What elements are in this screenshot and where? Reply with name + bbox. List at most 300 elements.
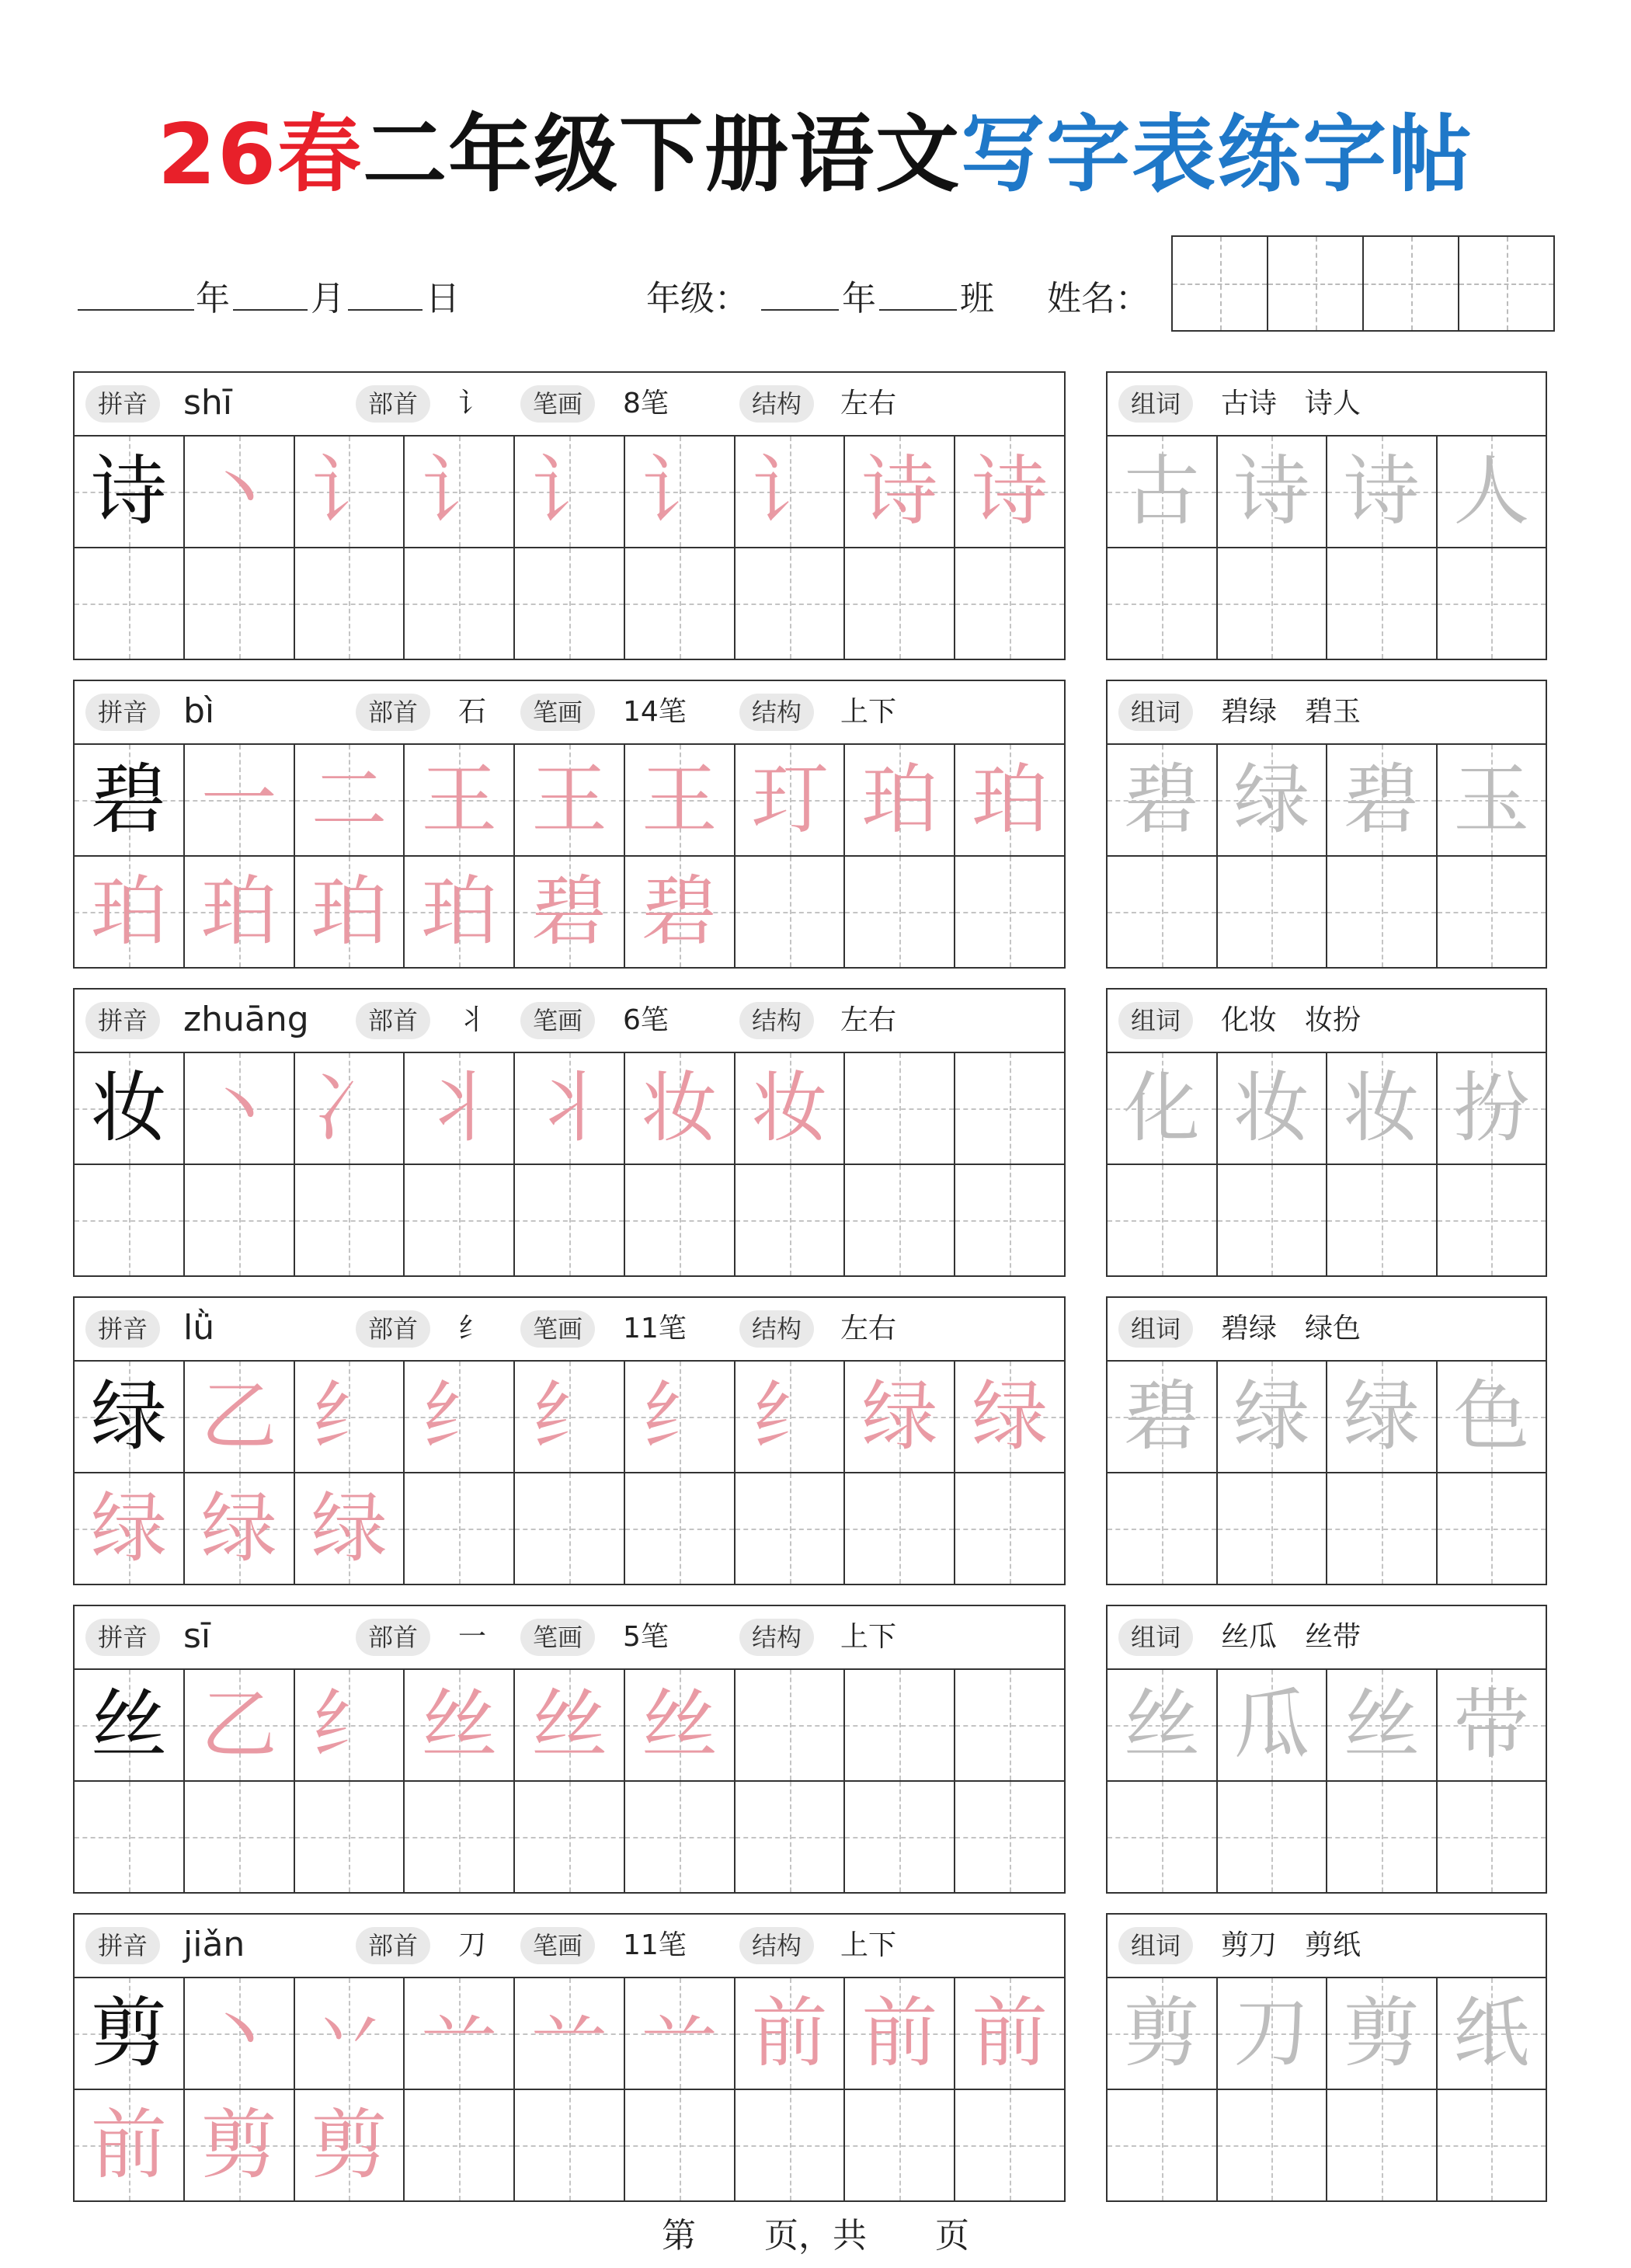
practice-cell[interactable] [295,1165,405,1275]
words-value: 剪刀 剪纸 [1221,1929,1361,1961]
grid-row [75,857,1064,967]
stroke-order-cell[interactable] [515,857,625,967]
glyph: 扮 [1453,1064,1530,1153]
practice-cell[interactable] [75,548,185,659]
words-label: 组词 [1118,1927,1193,1964]
radical-value: 丬 [458,1004,487,1036]
title-grade: 二年级下册语文 [363,106,962,203]
glyph: 珀 [200,868,277,956]
practice-cell[interactable] [1438,1782,1546,1892]
structure-value: 上下 [840,1929,897,1961]
words-label: 组词 [1118,385,1193,423]
practice-cell[interactable] [736,1473,846,1584]
glyph: 碧 [641,868,718,956]
stroke-order-cell[interactable] [736,1053,846,1164]
word-trace-cell[interactable] [1218,1978,1328,2089]
grid-row [75,745,1064,857]
grid-row [75,437,1064,548]
pinyin-value: sī [183,1616,211,1656]
practice-cell[interactable] [1438,548,1546,659]
glyph: 丝 [641,1681,718,1769]
stroke-order-cell[interactable] [405,1670,515,1780]
glyph: 前 [972,1989,1048,2078]
strokes-label: 笔画 [520,385,595,423]
practice-cell[interactable] [515,1165,625,1275]
practice-cell[interactable] [845,1473,955,1584]
glyph: 碧 [1123,756,1200,844]
glyph: 玉 [1453,756,1530,844]
stroke-order-cell[interactable] [845,437,955,547]
grid-row [1108,548,1546,659]
word-trace-cell[interactable] [1108,1670,1218,1780]
words-label: 组词 [1118,1310,1193,1348]
glyph: 色 [1453,1372,1530,1461]
stroke-order-cell[interactable] [185,857,295,967]
glyph: 诗 [90,447,167,536]
structure-label: 结构 [739,1310,814,1348]
strokes-label: 笔画 [520,1002,595,1039]
practice-cell[interactable] [1108,1473,1218,1584]
stroke-order-cell[interactable] [845,745,955,855]
stroke-order-cell[interactable] [515,1670,625,1780]
word-trace-cell[interactable] [1218,437,1328,547]
model-character-cell[interactable] [75,1978,185,2089]
radical-value: 刀 [458,1929,487,1961]
word-trace-cell[interactable] [1438,745,1546,855]
stroke-order-cell[interactable] [185,1473,295,1584]
practice-cell[interactable] [625,1473,736,1584]
character-info-row [75,1298,1064,1362]
glyph: 丬 [421,1064,498,1153]
practice-cell[interactable] [736,1165,846,1275]
glyph: 妆 [1233,1064,1310,1153]
practice-cell[interactable] [515,548,625,659]
word-trace-cell[interactable] [1438,437,1546,547]
stroke-order-cell[interactable] [295,1053,405,1164]
practice-cell[interactable] [1218,1165,1328,1275]
structure-value: 左右 [840,388,897,419]
character-info-row [75,990,1064,1053]
practice-cell[interactable] [736,1670,846,1780]
practice-cell[interactable] [405,548,515,659]
glyph: 纟 [311,1681,388,1769]
practice-cell[interactable] [75,1782,185,1892]
glyph: 丝 [1343,1681,1420,1769]
practice-cell[interactable] [405,1782,515,1892]
practice-cell[interactable] [845,1782,955,1892]
practice-cell[interactable] [185,1165,295,1275]
word-trace-cell[interactable] [1327,1670,1438,1780]
glyph: 丷 [311,1989,388,2078]
name-box[interactable] [1459,237,1553,330]
practice-cell[interactable] [405,2090,515,2200]
word-trace-cell[interactable] [1327,1978,1438,2089]
model-character-cell[interactable] [75,1670,185,1780]
practice-cell[interactable] [955,857,1064,967]
practice-cell[interactable] [185,548,295,659]
word-trace-cell[interactable] [1108,1362,1218,1472]
practice-cell[interactable] [1108,857,1218,967]
grid-row [1108,745,1546,857]
words-value: 化妆 妆扮 [1221,1004,1361,1036]
stroke-order-cell[interactable] [955,1362,1064,1472]
character-block-2 [73,680,1066,969]
practice-cell[interactable] [1327,1473,1438,1584]
practice-cell[interactable] [75,1165,185,1275]
practice-cell[interactable] [1327,548,1438,659]
stroke-order-cell[interactable] [405,1978,515,2089]
practice-cell[interactable] [955,1473,1064,1584]
stroke-order-cell[interactable] [295,1473,405,1584]
stroke-order-cell[interactable] [736,437,846,547]
word-trace-cell[interactable] [1438,1053,1546,1164]
grid-row [75,1978,1064,2090]
stroke-order-cell[interactable] [625,745,736,855]
stroke-order-cell[interactable] [75,857,185,967]
stroke-order-cell[interactable] [736,1362,846,1472]
glyph: 剪 [311,2101,388,2190]
title-subject: 写字表练字帖 [961,106,1474,203]
stroke-order-cell[interactable] [625,1670,736,1780]
word-block-1 [1106,371,1547,660]
glyph: 讠 [751,447,828,536]
practice-cell[interactable] [1438,2090,1546,2200]
word-trace-cell[interactable] [1327,1362,1438,1472]
grade-label: 年级： [646,279,749,318]
stroke-order-cell[interactable] [515,437,625,547]
stroke-order-cell[interactable] [185,1670,295,1780]
stroke-order-cell[interactable] [295,1670,405,1780]
glyph: 珀 [90,868,167,956]
strokes-label: 笔画 [520,694,595,731]
stroke-order-cell[interactable] [295,1978,405,2089]
stroke-order-cell[interactable] [845,1362,955,1472]
grid-row [75,1670,1064,1782]
stroke-order-cell[interactable] [75,1473,185,1584]
strokes-value: 14笔 [623,696,687,728]
strokes-value: 11笔 [623,1313,687,1344]
glyph: 乙 [200,1681,277,1769]
practice-cell[interactable] [955,1670,1064,1780]
practice-cell[interactable] [1438,857,1546,967]
stroke-order-cell[interactable] [625,1978,736,2089]
radical-value: 讠 [458,388,487,419]
strokes-value: 8笔 [623,388,669,419]
practice-cell[interactable] [515,1782,625,1892]
glyph: 䒑 [641,1989,718,2078]
grid-row [1108,1978,1546,2090]
stroke-order-cell[interactable] [185,437,295,547]
glyph: 珀 [861,756,938,844]
word-block-5 [1106,1605,1547,1894]
word-block-6 [1106,1913,1547,2202]
glyph: 珀 [311,868,388,956]
practice-cell[interactable] [625,1782,736,1892]
glyph: 讠 [421,447,498,536]
glyph: 珀 [972,756,1048,844]
glyph: 丬 [531,1064,608,1153]
glyph: 诗 [1233,447,1310,536]
structure-label: 结构 [739,694,814,731]
practice-cell[interactable] [736,548,846,659]
practice-cell[interactable] [845,1670,955,1780]
month-label: 月 [311,279,345,318]
glyph: 䒑 [421,1989,498,2078]
word-trace-cell[interactable] [1108,437,1218,547]
month-blank [233,309,308,311]
pinyin-value: lǜ [183,1308,215,1348]
character-block-6 [73,1913,1066,2202]
character-info-row [75,681,1064,745]
glyph: 刀 [1233,1989,1310,2078]
glyph: 王 [531,756,608,844]
words-value: 碧绿 碧玉 [1221,696,1361,728]
stroke-order-cell[interactable] [736,1978,846,2089]
practice-cell[interactable] [955,1053,1064,1164]
practice-cell[interactable] [1108,1782,1218,1892]
stroke-order-cell[interactable] [405,437,515,547]
glyph: 妆 [751,1064,828,1153]
glyph: 纟 [421,1372,498,1461]
stroke-order-cell[interactable] [185,745,295,855]
stroke-order-cell[interactable] [405,857,515,967]
glyph: 绿 [861,1372,938,1461]
stroke-order-cell[interactable] [405,745,515,855]
practice-cell[interactable] [295,548,405,659]
word-info-row [1108,990,1546,1053]
practice-cell[interactable] [625,1165,736,1275]
practice-cell[interactable] [736,857,846,967]
glyph: 丝 [90,1681,167,1769]
pinyin-label: 拼音 [85,385,160,423]
stroke-order-cell[interactable] [295,1362,405,1472]
glyph: 绿 [972,1372,1048,1461]
glyph: 碧 [90,756,167,844]
practice-cell[interactable] [1108,2090,1218,2200]
glyph: 纟 [531,1372,608,1461]
practice-cell[interactable] [955,548,1064,659]
stroke-order-cell[interactable] [515,745,625,855]
strokes-value: 5笔 [623,1621,669,1653]
grid-row [1108,857,1546,967]
model-character-cell[interactable] [75,437,185,547]
word-info-row [1108,373,1546,437]
glyph: 丶 [200,1064,277,1153]
words-label: 组词 [1118,1619,1193,1656]
word-trace-cell[interactable] [1218,1670,1328,1780]
stroke-order-cell[interactable] [736,745,846,855]
glyph: 纸 [1453,1989,1530,2078]
stroke-order-cell[interactable] [75,2090,185,2200]
glyph: 丶 [200,1989,277,2078]
strokes-value: 11笔 [623,1929,687,1961]
grid-row [1108,1362,1546,1473]
stroke-order-cell[interactable] [955,1978,1064,2089]
structure-value: 左右 [840,1004,897,1036]
words-value: 碧绿 绿色 [1221,1313,1361,1344]
glyph: 珀 [421,868,498,956]
stroke-order-cell[interactable] [295,745,405,855]
glyph: 带 [1453,1681,1530,1769]
stroke-order-cell[interactable] [625,1053,736,1164]
practice-cell[interactable] [1218,857,1328,967]
name-box[interactable] [1173,237,1268,330]
word-trace-cell[interactable] [1218,1053,1328,1164]
word-trace-cell[interactable] [1327,1053,1438,1164]
word-trace-cell[interactable] [1327,745,1438,855]
name-boxes[interactable] [1171,235,1555,332]
practice-cell[interactable] [515,2090,625,2200]
glyph: 碧 [1123,1372,1200,1461]
practice-cell[interactable] [1327,857,1438,967]
practice-cell[interactable] [845,857,955,967]
pinyin-label: 拼音 [85,1619,160,1656]
practice-cell[interactable] [1218,548,1328,659]
glyph: 王 [421,756,498,844]
stroke-order-cell[interactable] [625,1362,736,1472]
word-block-2 [1106,680,1547,969]
model-character-cell[interactable] [75,1053,185,1164]
practice-cell[interactable] [405,1165,515,1275]
name-box[interactable] [1268,237,1364,330]
stroke-order-cell[interactable] [185,2090,295,2200]
word-trace-cell[interactable] [1218,745,1328,855]
word-trace-cell[interactable] [1218,1362,1328,1472]
practice-cell[interactable] [1218,1473,1328,1584]
structure-label: 结构 [739,1927,814,1964]
stroke-order-cell[interactable] [405,1053,515,1164]
structure-value: 上下 [840,1621,897,1653]
radical-label: 部首 [356,1927,430,1964]
stroke-order-cell[interactable] [515,1978,625,2089]
radical-value: 纟 [458,1313,487,1344]
grid-row [75,1053,1064,1165]
class-blank [879,309,957,311]
practice-cell[interactable] [845,2090,955,2200]
practice-cell[interactable] [1438,1165,1546,1275]
glyph: 王 [641,756,718,844]
stroke-order-cell[interactable] [515,1053,625,1164]
word-trace-cell[interactable] [1108,1053,1218,1164]
structure-label: 结构 [739,1002,814,1039]
stroke-order-cell[interactable] [625,857,736,967]
glyph: 古 [1123,447,1200,536]
glyph: 剪 [90,1989,167,2078]
stroke-order-cell[interactable] [845,1978,955,2089]
glyph: 诗 [972,447,1048,536]
year-label: 年 [196,279,230,318]
practice-cell[interactable] [1327,1165,1438,1275]
practice-cell[interactable] [845,1165,955,1275]
practice-cell[interactable] [955,2090,1064,2200]
stroke-order-cell[interactable] [955,745,1064,855]
stroke-order-cell[interactable] [295,437,405,547]
practice-cell[interactable] [1218,2090,1328,2200]
grid-row [75,1782,1064,1892]
character-block-3 [73,988,1066,1277]
structure-value: 左右 [840,1313,897,1344]
practice-cell[interactable] [1108,1165,1218,1275]
model-character-cell[interactable] [75,1362,185,1472]
practice-cell[interactable] [1108,548,1218,659]
glyph: 碧 [531,868,608,956]
glyph: 妆 [1343,1064,1420,1153]
pinyin-label: 拼音 [85,1002,160,1039]
day-blank [348,309,423,311]
word-trace-cell[interactable] [1438,1978,1546,2089]
pinyin-label: 拼音 [85,1310,160,1348]
grid-row [75,1473,1064,1584]
glyph: 丝 [421,1681,498,1769]
practice-cell[interactable] [736,1782,846,1892]
glyph: 诗 [861,447,938,536]
word-trace-cell[interactable] [1327,437,1438,547]
practice-cell[interactable] [625,548,736,659]
radical-label: 部首 [356,1310,430,1348]
glyph: 冫 [311,1064,388,1153]
grade-year-blank [761,309,839,311]
day-label: 日 [426,279,460,318]
grid-row [1108,2090,1546,2200]
practice-cell[interactable] [955,1165,1064,1275]
practice-cell[interactable] [1327,2090,1438,2200]
strokes-label: 笔画 [520,1619,595,1656]
model-character-cell[interactable] [75,745,185,855]
pinyin-value: shī [183,383,233,423]
stroke-order-cell[interactable] [625,437,736,547]
stroke-order-cell[interactable] [405,1362,515,1472]
word-trace-cell[interactable] [1108,1978,1218,2089]
words-value: 丝瓜 丝带 [1221,1621,1361,1653]
practice-cell[interactable] [736,2090,846,2200]
word-trace-cell[interactable] [1108,745,1218,855]
strokes-label: 笔画 [520,1927,595,1964]
stroke-order-cell[interactable] [295,857,405,967]
practice-cell[interactable] [845,1053,955,1164]
practice-cell[interactable] [295,1782,405,1892]
practice-cell[interactable] [1218,1782,1328,1892]
name-box[interactable] [1364,237,1459,330]
character-block-4 [73,1296,1066,1585]
word-trace-cell[interactable] [1438,1362,1546,1472]
practice-cell[interactable] [1438,1473,1546,1584]
practice-cell[interactable] [405,1473,515,1584]
practice-cell[interactable] [185,1782,295,1892]
word-trace-cell[interactable] [1438,1670,1546,1780]
pinyin-label: 拼音 [85,694,160,731]
glyph: 讠 [311,447,388,536]
stroke-order-cell[interactable] [185,1362,295,1472]
practice-cell[interactable] [625,2090,736,2200]
stroke-order-cell[interactable] [185,1978,295,2089]
grid-row [1108,1053,1546,1165]
grid-row [1108,437,1546,548]
word-info-row [1108,1298,1546,1362]
practice-cell[interactable] [845,548,955,659]
stroke-order-cell[interactable] [955,437,1064,547]
stroke-order-cell[interactable] [295,2090,405,2200]
practice-cell[interactable] [515,1473,625,1584]
grid-row [1108,1782,1546,1892]
practice-cell[interactable] [955,1782,1064,1892]
stroke-order-cell[interactable] [185,1053,295,1164]
strokes-label: 笔画 [520,1310,595,1348]
practice-cell[interactable] [1327,1782,1438,1892]
stroke-order-cell[interactable] [515,1362,625,1472]
radical-value: 一 [458,1621,487,1653]
glyph: 人 [1453,447,1530,536]
glyph: 绿 [90,1484,167,1573]
